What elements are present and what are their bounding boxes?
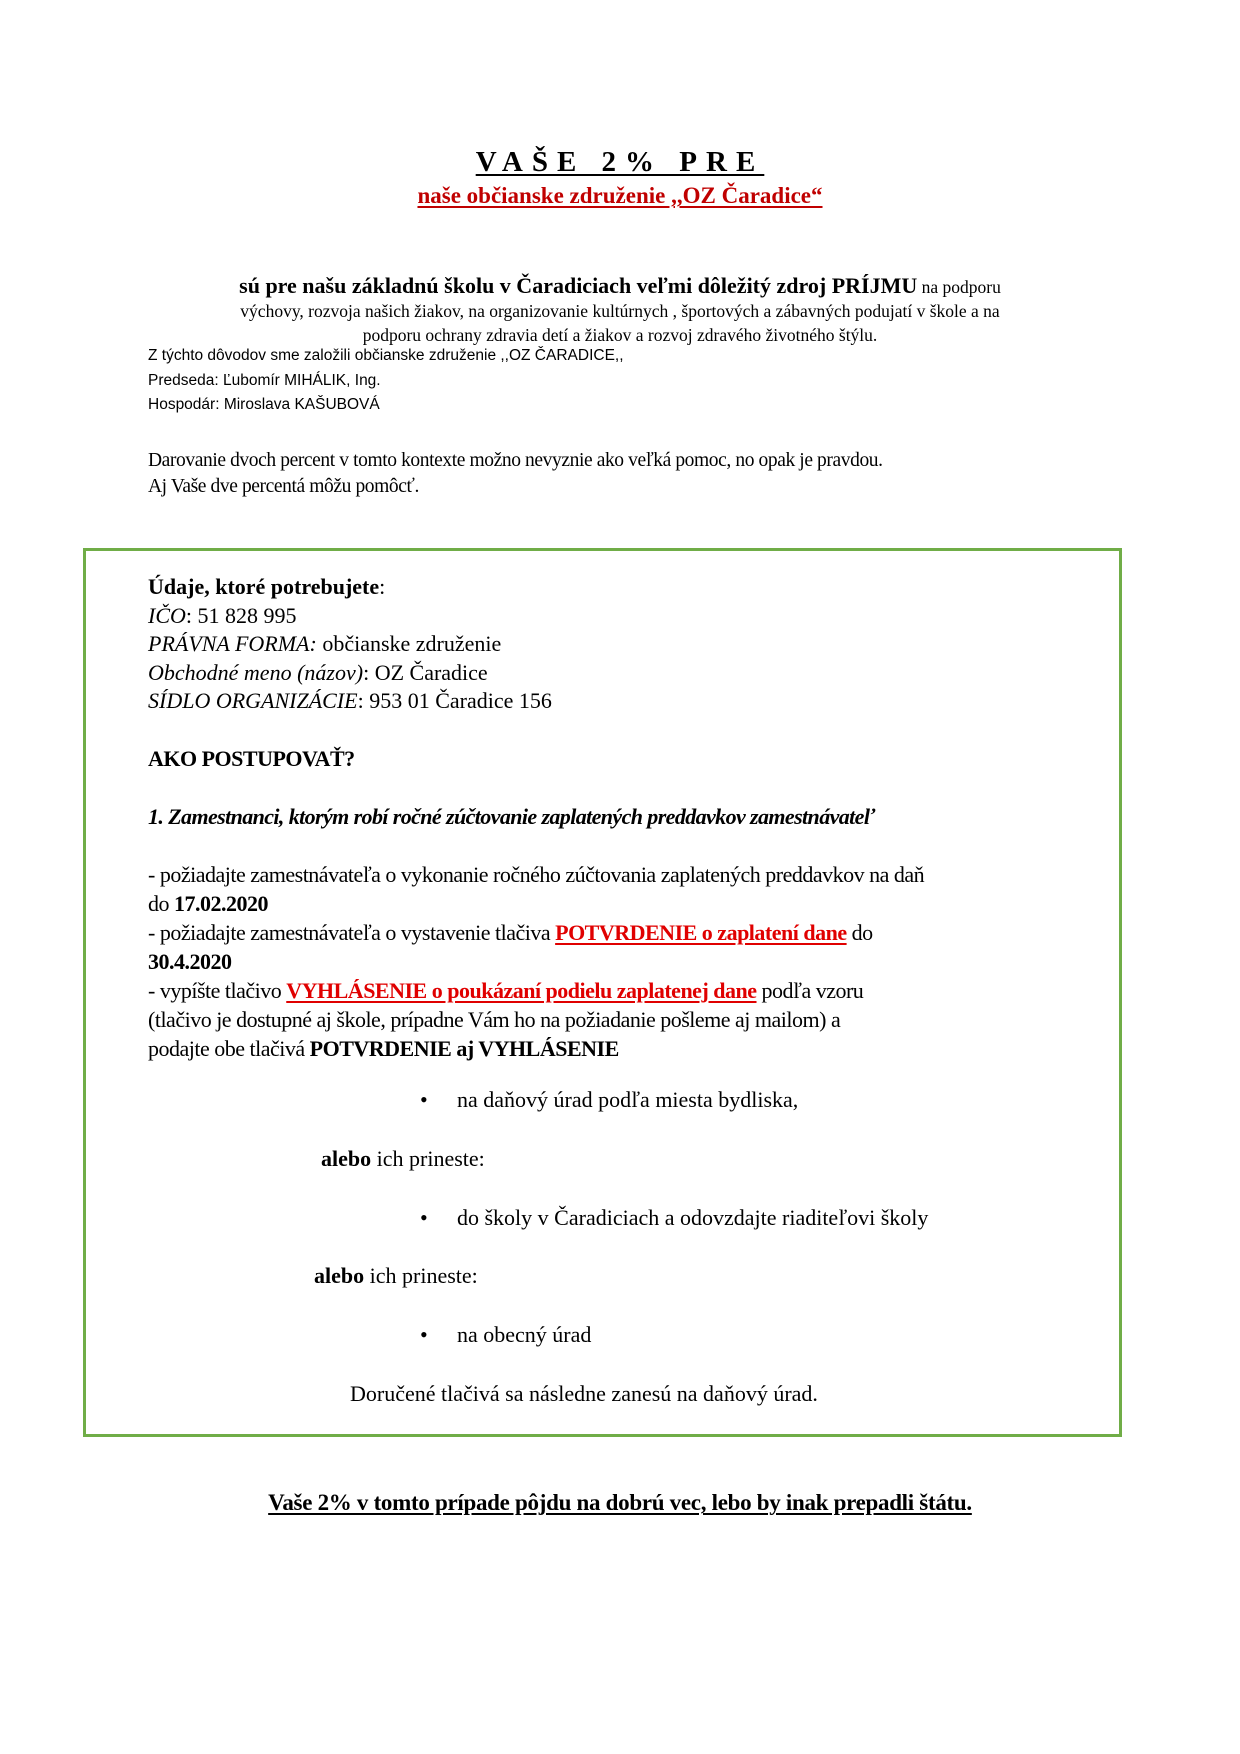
association-info <box>148 344 624 418</box>
step-c-line-3 <box>148 1034 924 1063</box>
delivered-note: Doručené tlačivá sa následne zanesú na daňový úrad. <box>350 1381 818 1406</box>
field-value: občianske združenie <box>322 631 502 656</box>
step-b-do: do <box>846 920 873 945</box>
field-sep: : <box>357 688 370 713</box>
required-data-heading <box>148 573 552 602</box>
field-value: OZ Čaradice <box>374 659 488 685</box>
step-b-text: - požiadajte zamestnávateľa o vystavenie tlačiva <box>148 920 556 945</box>
step-a-line-2 <box>148 889 924 918</box>
bullet-icon: • <box>420 1322 428 1347</box>
or-rest: ich prineste: <box>371 1146 485 1171</box>
closing-text: Vaše 2% v tomto prípade pôjdu na dobrú vec, lebo by inak prepadli štátu. <box>268 1490 972 1515</box>
heading-text: Údaje, ktoré potrebujete <box>148 574 380 599</box>
intro-line-3: podporu ochrany zdravia detí a žiakov a rozvoj zdravého životného štýlu. <box>362 325 878 345</box>
step-a-line-1: - požiadajte zamestnávateľa o vykonanie ročného zúčtovania zaplatených preddavkov na daň <box>148 862 925 887</box>
step-c-line-1 <box>148 976 924 1005</box>
association-chairman: Predseda: Ľubomír MIHÁLIK, Ing. <box>148 371 381 389</box>
field-sep: : <box>363 659 375 685</box>
intro-line-1 <box>0 274 1240 299</box>
field-value: 953 01 Čaradice 156 <box>369 688 552 713</box>
title-text: VAŠE 2% PRE <box>475 146 765 178</box>
field-legal-form <box>148 630 552 659</box>
intro-paragraph <box>0 274 1240 347</box>
bullet-text: na obecný úrad <box>457 1322 592 1347</box>
field-label: SÍDLO ORGANIZÁCIE <box>148 688 358 713</box>
intro-lead-rest: na podporu <box>917 277 1001 297</box>
or-bold: alebo <box>321 1146 372 1171</box>
field-label: IČO <box>148 602 186 628</box>
step-c-line-2: (tlačivo je dostupné aj škole, prípadne Vám ho na požiadanie pošleme aj mailom) a <box>148 1007 841 1032</box>
bullet-item-school <box>420 1205 929 1231</box>
intro-line-2: výchovy, rozvoja našich žiakov, na organizovanie kultúrnych , športových a zábavných podujatí v škole a na <box>240 301 1000 321</box>
or-bold: alebo <box>314 1263 365 1288</box>
donation-paragraph <box>148 448 883 500</box>
page-subtitle <box>0 183 1240 209</box>
bullet-item-municipal-office <box>420 1322 592 1348</box>
field-seat <box>148 687 552 716</box>
or-bring-1 <box>321 1146 485 1172</box>
association-founded: Z týchto dôvodov sme založili občianske združenie ,,OZ ČARADICE,, <box>148 347 624 364</box>
field-value: 51 828 995 <box>197 602 297 628</box>
bullet-text: na daňový úrad podľa miesta bydliska, <box>457 1087 799 1112</box>
subtitle-text: naše občianske združenie ,,OZ Čaradice“ <box>417 183 823 208</box>
bullet-text: do školy v Čaradiciach a odovzdajte riaditeľovi školy <box>457 1205 929 1230</box>
heading-colon: : <box>379 574 386 599</box>
field-label: Obchodné meno (názov) <box>148 659 364 685</box>
step-c-text: - vypíšte tlačivo <box>148 978 287 1003</box>
step-c-forms: POTVRDENIE aj VYHLÁSENIE <box>309 1036 619 1061</box>
field-ico <box>148 602 552 631</box>
association-treasurer: Hospodár: Miroslava KAŠUBOVÁ <box>148 396 380 413</box>
page-title <box>0 146 1240 179</box>
step-b-line-2 <box>148 947 924 976</box>
how-to-heading: AKO POSTUPOVAŤ? <box>148 746 355 771</box>
intro-lead-bold: sú pre našu základnú školu v Čaradiciach veľmi dôležitý zdroj PRÍJMU <box>239 273 918 298</box>
required-data <box>148 573 552 716</box>
field-business-name <box>148 659 552 688</box>
bullet-icon: • <box>420 1087 428 1112</box>
or-bring-2 <box>314 1263 478 1289</box>
field-sep: : <box>185 602 198 628</box>
step-1-instructions <box>148 860 924 1063</box>
bullet-icon: • <box>420 1205 428 1230</box>
closing-statement <box>0 1490 1240 1516</box>
step-c-rest: podľa vzoru <box>756 978 864 1003</box>
donation-line-1: Darovanie dvoch percent v tomto kontexte možno nevyznie ako veľká pomoc, no opak je pravdou. <box>148 450 883 471</box>
confirmation-form-link: POTVRDENIE o zaplatení dane <box>555 920 847 945</box>
step-c-line-3-text: podajte obe tlačivá <box>148 1036 310 1061</box>
declaration-form-link: VYHLÁSENIE o poukázaní podielu zaplatenej dane <box>286 978 757 1003</box>
step-1-heading: 1. Zamestnanci, ktorým robí ročné zúčtovanie zaplatených preddavkov zamestnávateľ <box>148 804 875 829</box>
field-label: PRÁVNA FORMA: <box>148 631 317 656</box>
or-rest: ich prineste: <box>364 1263 478 1288</box>
step-b-date: 30.4.2020 <box>148 949 232 974</box>
donation-line-2: Aj Vaše dve percentá môžu pomôcť. <box>148 476 419 497</box>
step-b-line-1 <box>148 918 924 947</box>
bullet-item-tax-office <box>420 1087 799 1113</box>
step-a-do: do <box>148 891 174 916</box>
step-a-date: 17.02.2020 <box>174 891 268 916</box>
